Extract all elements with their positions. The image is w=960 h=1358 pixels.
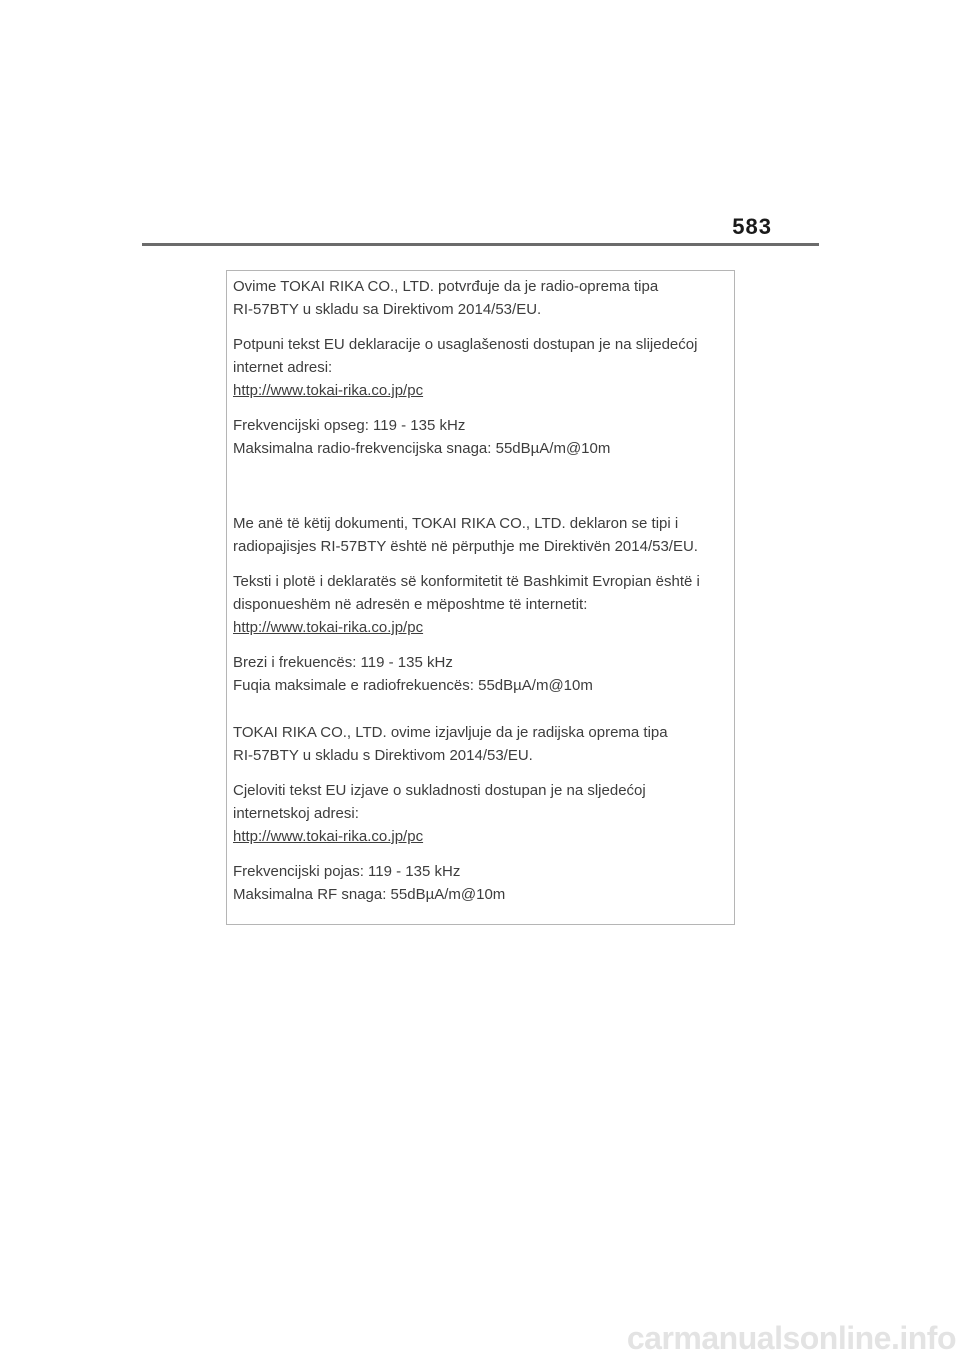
declaration-url-link[interactable]: http://www.tokai-rika.co.jp/pc [233,382,424,399]
max-power: Fuqia maksimale e radiofrekuencës: 55dBµA/m@10m [233,677,593,694]
declaration-section-bosnian [227,271,734,507]
declaration-line: TOKAI RIKA CO., LTD. ovime izjavljuje da je radijska oprema tipa [233,724,668,741]
full-text-paragraph [233,779,728,848]
full-text-paragraph [233,333,728,402]
max-power: Maksimalna radio-frekvencijska snaga: 55dBµA/m@10m [233,440,611,457]
full-text-line: Cjeloviti tekst EU izjave o sukladnosti dostupan je na sljedećoj [233,782,646,799]
max-power: Maksimalna RF snaga: 55dBµA/m@10m [233,886,506,903]
full-text-line: Potpuni tekst EU deklaracije o usaglašenosti dostupan je na slijedećoj [233,336,698,353]
declaration-url-link[interactable]: http://www.tokai-rika.co.jp/pc [233,828,424,845]
declaration-box [226,270,735,925]
declaration-paragraph [233,275,728,321]
full-text-line: internet adresi: [233,359,333,376]
declaration-line: RI-57BTY u skladu sa Direktivom 2014/53/EU. [233,301,542,318]
declaration-section-croatian [227,717,734,925]
declaration-paragraph [233,721,728,767]
declaration-url-link[interactable]: http://www.tokai-rika.co.jp/pc [233,619,424,636]
declaration-paragraph [233,512,728,558]
specs-paragraph [233,651,728,697]
page-number: 583 [732,214,772,239]
specs-paragraph [233,414,728,460]
header-rule [142,243,819,246]
declaration-line: Ovime TOKAI RIKA CO., LTD. potvrđuje da je radio-oprema tipa [233,278,659,295]
full-text-line: Teksti i plotë i deklaratës së konformitetit të Bashkimit Evropian është i [233,573,700,590]
declaration-line: radiopajisjes RI-57BTY është në përputhje me Direktivën 2014/53/EU. [233,538,698,555]
declaration-line: RI-57BTY u skladu s Direktivom 2014/53/EU. [233,747,533,764]
frequency-range: Frekvencijski pojas: 119 - 135 kHz [233,863,461,880]
full-text-line: disponueshëm në adresën e mëposhtme të internetit: [233,596,588,613]
declaration-section-albanian [227,508,734,716]
full-text-paragraph [233,570,728,639]
frequency-range: Frekvencijski opseg: 119 - 135 kHz [233,417,466,434]
watermark: carmanualsonline.info [626,1320,956,1356]
declaration-line: Me anë të këtij dokumenti, TOKAI RIKA CO., LTD. deklaron se tipi i [233,515,679,532]
frequency-range: Brezi i frekuencës: 119 - 135 kHz [233,654,453,671]
specs-paragraph [233,860,728,906]
full-text-line: internetskoj adresi: [233,805,359,822]
